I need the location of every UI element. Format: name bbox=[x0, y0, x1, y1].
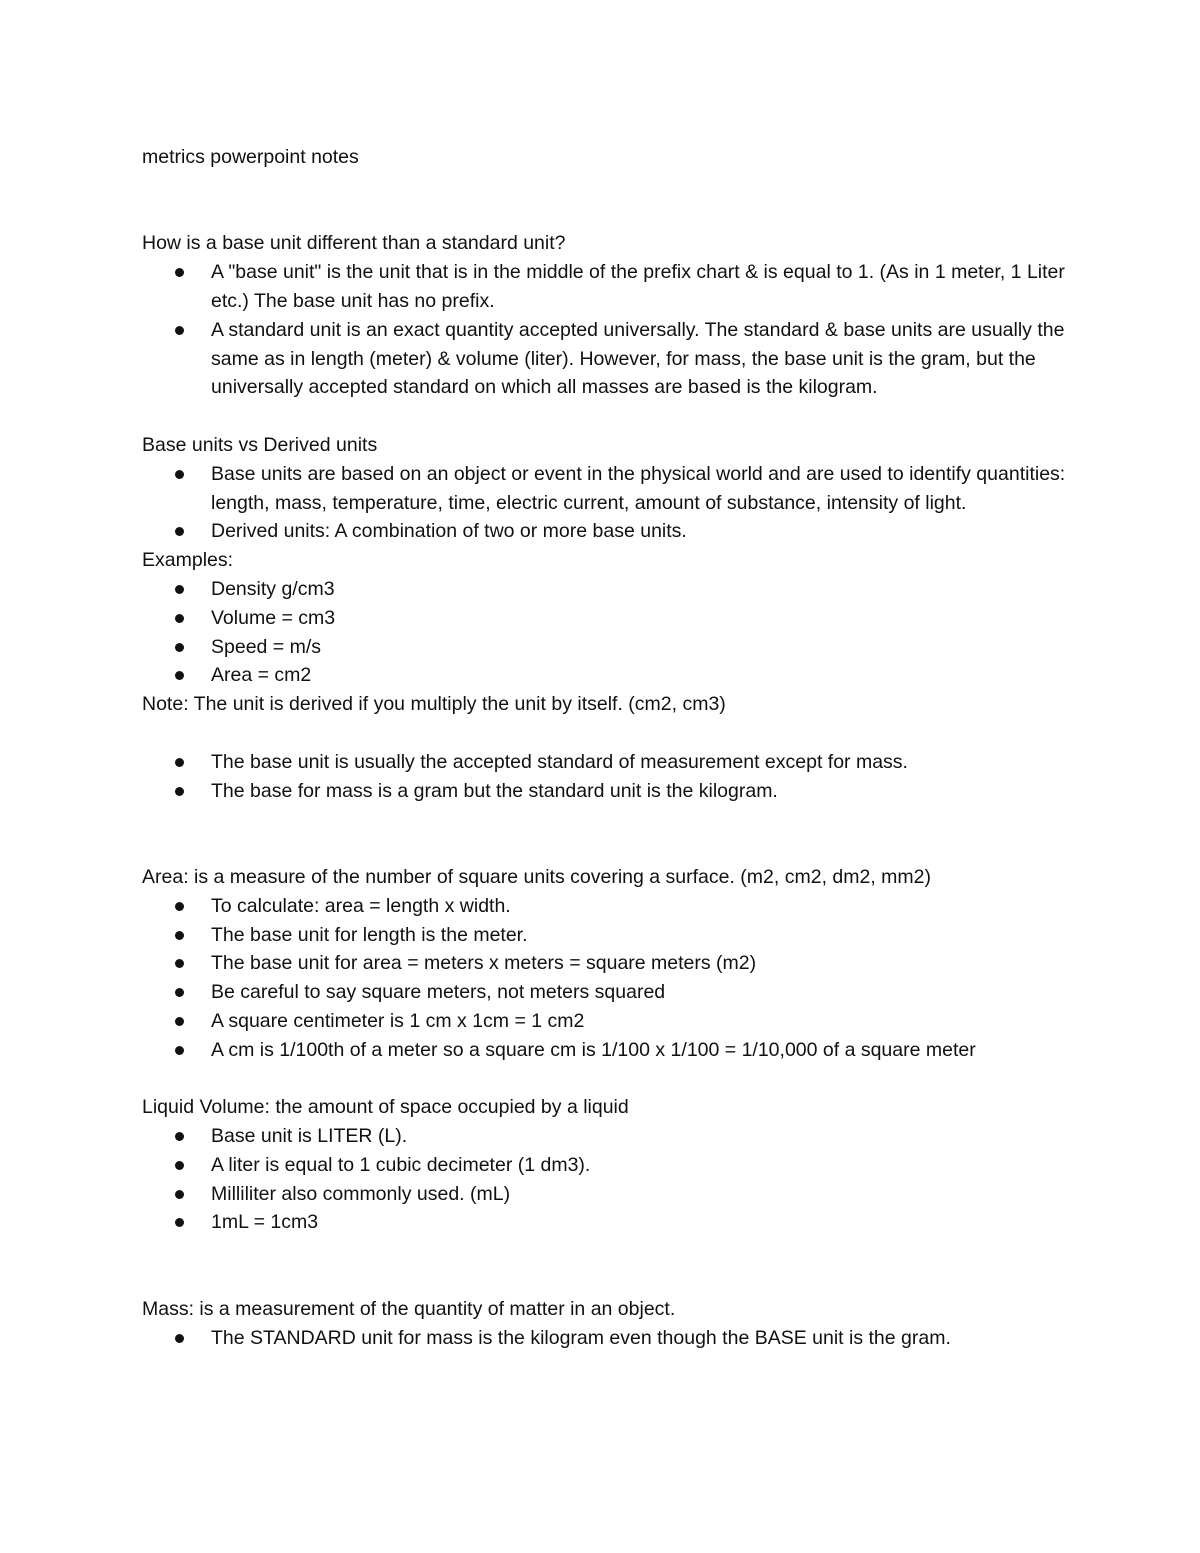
examples-label: Examples: bbox=[142, 549, 234, 572]
list-item: Area = cm2 bbox=[211, 661, 1072, 690]
list-item: Base units are based on an object or event in the physical world and are used to identify quantities: length, mass, temperature, time, electric current, amount of substance, intensity of light. bbox=[211, 460, 1072, 518]
list-item: The STANDARD unit for mass is the kilogram even though the BASE unit is the gram. bbox=[211, 1324, 1072, 1353]
spacer bbox=[142, 402, 1072, 431]
spacer bbox=[142, 719, 1072, 748]
list-item: A "base unit" is the unit that is in the middle of the prefix chart & is equal to 1. (As in 1 meter, 1 Liter etc.) The base unit has no prefix. bbox=[211, 258, 1072, 316]
list-item: Derived units: A combination of two or more base units. bbox=[211, 517, 1072, 546]
list-item: Base unit is LITER (L). bbox=[211, 1122, 1072, 1151]
bullet-list-base-vs-derived bbox=[142, 460, 1072, 546]
list-item: To calculate: area = length x width. bbox=[211, 892, 1072, 921]
list-item: A standard unit is an exact quantity accepted universally. The standard & base units are usually the same as in length (meter) & volume (liter). However, for mass, the base unit is the gram, but the universally accepted standard on which all masses are based is the kilogram. bbox=[211, 316, 1072, 402]
document-page bbox=[142, 143, 1072, 1352]
section-heading-base-vs-standard: How is a base unit different than a standard unit? bbox=[142, 232, 566, 255]
spacer bbox=[142, 805, 1072, 863]
bullet-list-area bbox=[142, 892, 1072, 1065]
list-item: The base for mass is a gram but the standard unit is the kilogram. bbox=[211, 777, 1072, 806]
list-item: Be careful to say square meters, not meters squared bbox=[211, 978, 1072, 1007]
list-item: Density g/cm3 bbox=[211, 575, 1072, 604]
list-item: A cm is 1/100th of a meter so a square cm is 1/100 x 1/100 = 1/10,000 of a square meter bbox=[211, 1036, 1072, 1065]
spacer bbox=[142, 1237, 1072, 1295]
section-heading-area: Area: is a measure of the number of square units covering a surface. (m2, cm2, dm2, mm2) bbox=[142, 865, 931, 888]
list-item: The base unit is usually the accepted standard of measurement except for mass. bbox=[211, 748, 1072, 777]
list-item: The base unit for area = meters x meters = square meters (m2) bbox=[211, 949, 1072, 978]
spacer bbox=[142, 1065, 1072, 1094]
bullet-list-liquid-volume bbox=[142, 1122, 1072, 1237]
list-item: A square centimeter is 1 cm x 1cm = 1 cm2 bbox=[211, 1007, 1072, 1036]
list-item: The base unit for length is the meter. bbox=[211, 921, 1072, 950]
derived-note: Note: The unit is derived if you multiply the unit by itself. (cm2, cm3) bbox=[142, 693, 726, 716]
list-item: Milliliter also commonly used. (mL) bbox=[211, 1180, 1072, 1209]
bullet-list-examples bbox=[142, 575, 1072, 690]
bullet-list-base-vs-standard bbox=[142, 258, 1072, 402]
document-title: metrics powerpoint notes bbox=[142, 146, 359, 168]
section-heading-liquid-volume: Liquid Volume: the amount of space occupied by a liquid bbox=[142, 1096, 629, 1119]
list-item: Volume = cm3 bbox=[211, 604, 1072, 633]
bullet-list-mass bbox=[142, 1324, 1072, 1353]
list-item: A liter is equal to 1 cubic decimeter (1 dm3). bbox=[211, 1151, 1072, 1180]
list-item: Speed = m/s bbox=[211, 633, 1072, 662]
list-item: 1mL = 1cm3 bbox=[211, 1208, 1072, 1237]
section-heading-mass: Mass: is a measurement of the quantity of matter in an object. bbox=[142, 1297, 676, 1320]
spacer bbox=[142, 172, 1072, 230]
bullet-list-mass-standard bbox=[142, 748, 1072, 806]
section-heading-base-vs-derived: Base units vs Derived units bbox=[142, 433, 378, 456]
